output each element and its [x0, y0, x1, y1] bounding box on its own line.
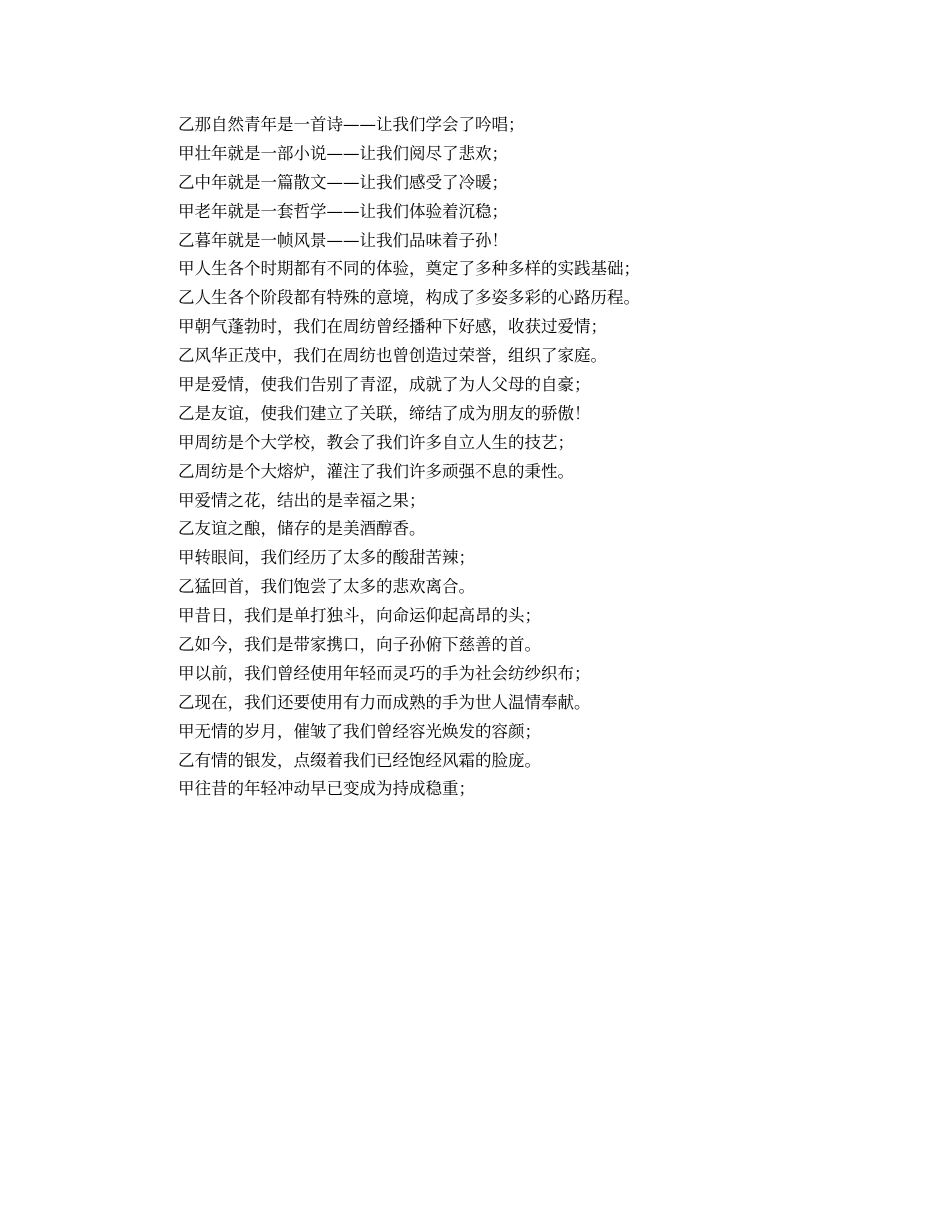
dialogue-line: 乙友谊之酿，储存的是美酒醇香。	[178, 519, 426, 539]
dialogue-line: 乙如今，我们是带家携口，向子孙俯下慈善的首。	[178, 635, 541, 655]
dialogue-line: 甲是爱情，使我们告别了青涩，成就了为人父母的自豪；	[178, 375, 591, 395]
dialogue-line: 乙是友谊，使我们建立了关联，缔结了成为朋友的骄傲！	[178, 403, 591, 423]
dialogue-line: 乙周纺是个大熔炉，灌注了我们许多顽强不息的秉性。	[178, 461, 574, 481]
dialogue-line: 乙那自然青年是一首诗——让我们学会了吟唱；	[178, 115, 525, 134]
dialogue-line: 甲人生各个时期都有不同的体验，奠定了多种多样的实践基础；	[178, 259, 640, 279]
dialogue-line: 甲无情的岁月，催皱了我们曾经容光焕发的容颜；	[178, 721, 541, 741]
dialogue-lines	[178, 111, 898, 804]
dialogue-line: 甲周纺是个大学校，教会了我们许多自立人生的技艺；	[178, 432, 574, 452]
dialogue-line: 乙有情的银发，点缀着我们已经饱经风霜的脸庞。	[178, 750, 541, 770]
dialogue-line: 乙暮年就是一帧风景——让我们品味着子孙！	[178, 230, 508, 250]
dialogue-line: 甲壮年就是一部小说——让我们阅尽了悲欢；	[178, 143, 508, 163]
dialogue-line: 乙人生各个阶段都有特殊的意境，构成了多姿多彩的心路历程。	[178, 288, 640, 308]
dialogue-line: 乙猛回首，我们饱尝了太多的悲欢离合。	[178, 577, 475, 597]
dialogue-line: 甲朝气蓬勃时，我们在周纺曾经播种下好感，收获过爱情；	[178, 317, 607, 337]
dialogue-line: 乙风华正茂中，我们在周纺也曾创造过荣誉，组织了家庭。	[178, 346, 607, 366]
dialogue-line: 乙中年就是一篇散文——让我们感受了冷暖；	[178, 172, 508, 192]
dialogue-line: 甲爱情之花，结出的是幸福之果；	[178, 490, 426, 510]
dialogue-line: 甲转眼间，我们经历了太多的酸甜苦辣；	[178, 548, 475, 568]
dialogue-line: 甲老年就是一套哲学——让我们体验着沉稳；	[178, 201, 508, 221]
dialogue-line: 甲以前，我们曾经使用年轻而灵巧的手为社会纺纱织布；	[178, 663, 591, 683]
dialogue-line: 甲往昔的年轻冲动早已变成为持成稳重；	[178, 779, 475, 799]
dialogue-line: 甲昔日，我们是单打独斗，向命运仰起高昂的头；	[178, 606, 541, 626]
dialogue-line: 乙现在，我们还要使用有力而成熟的手为世人温情奉献。	[178, 692, 591, 712]
